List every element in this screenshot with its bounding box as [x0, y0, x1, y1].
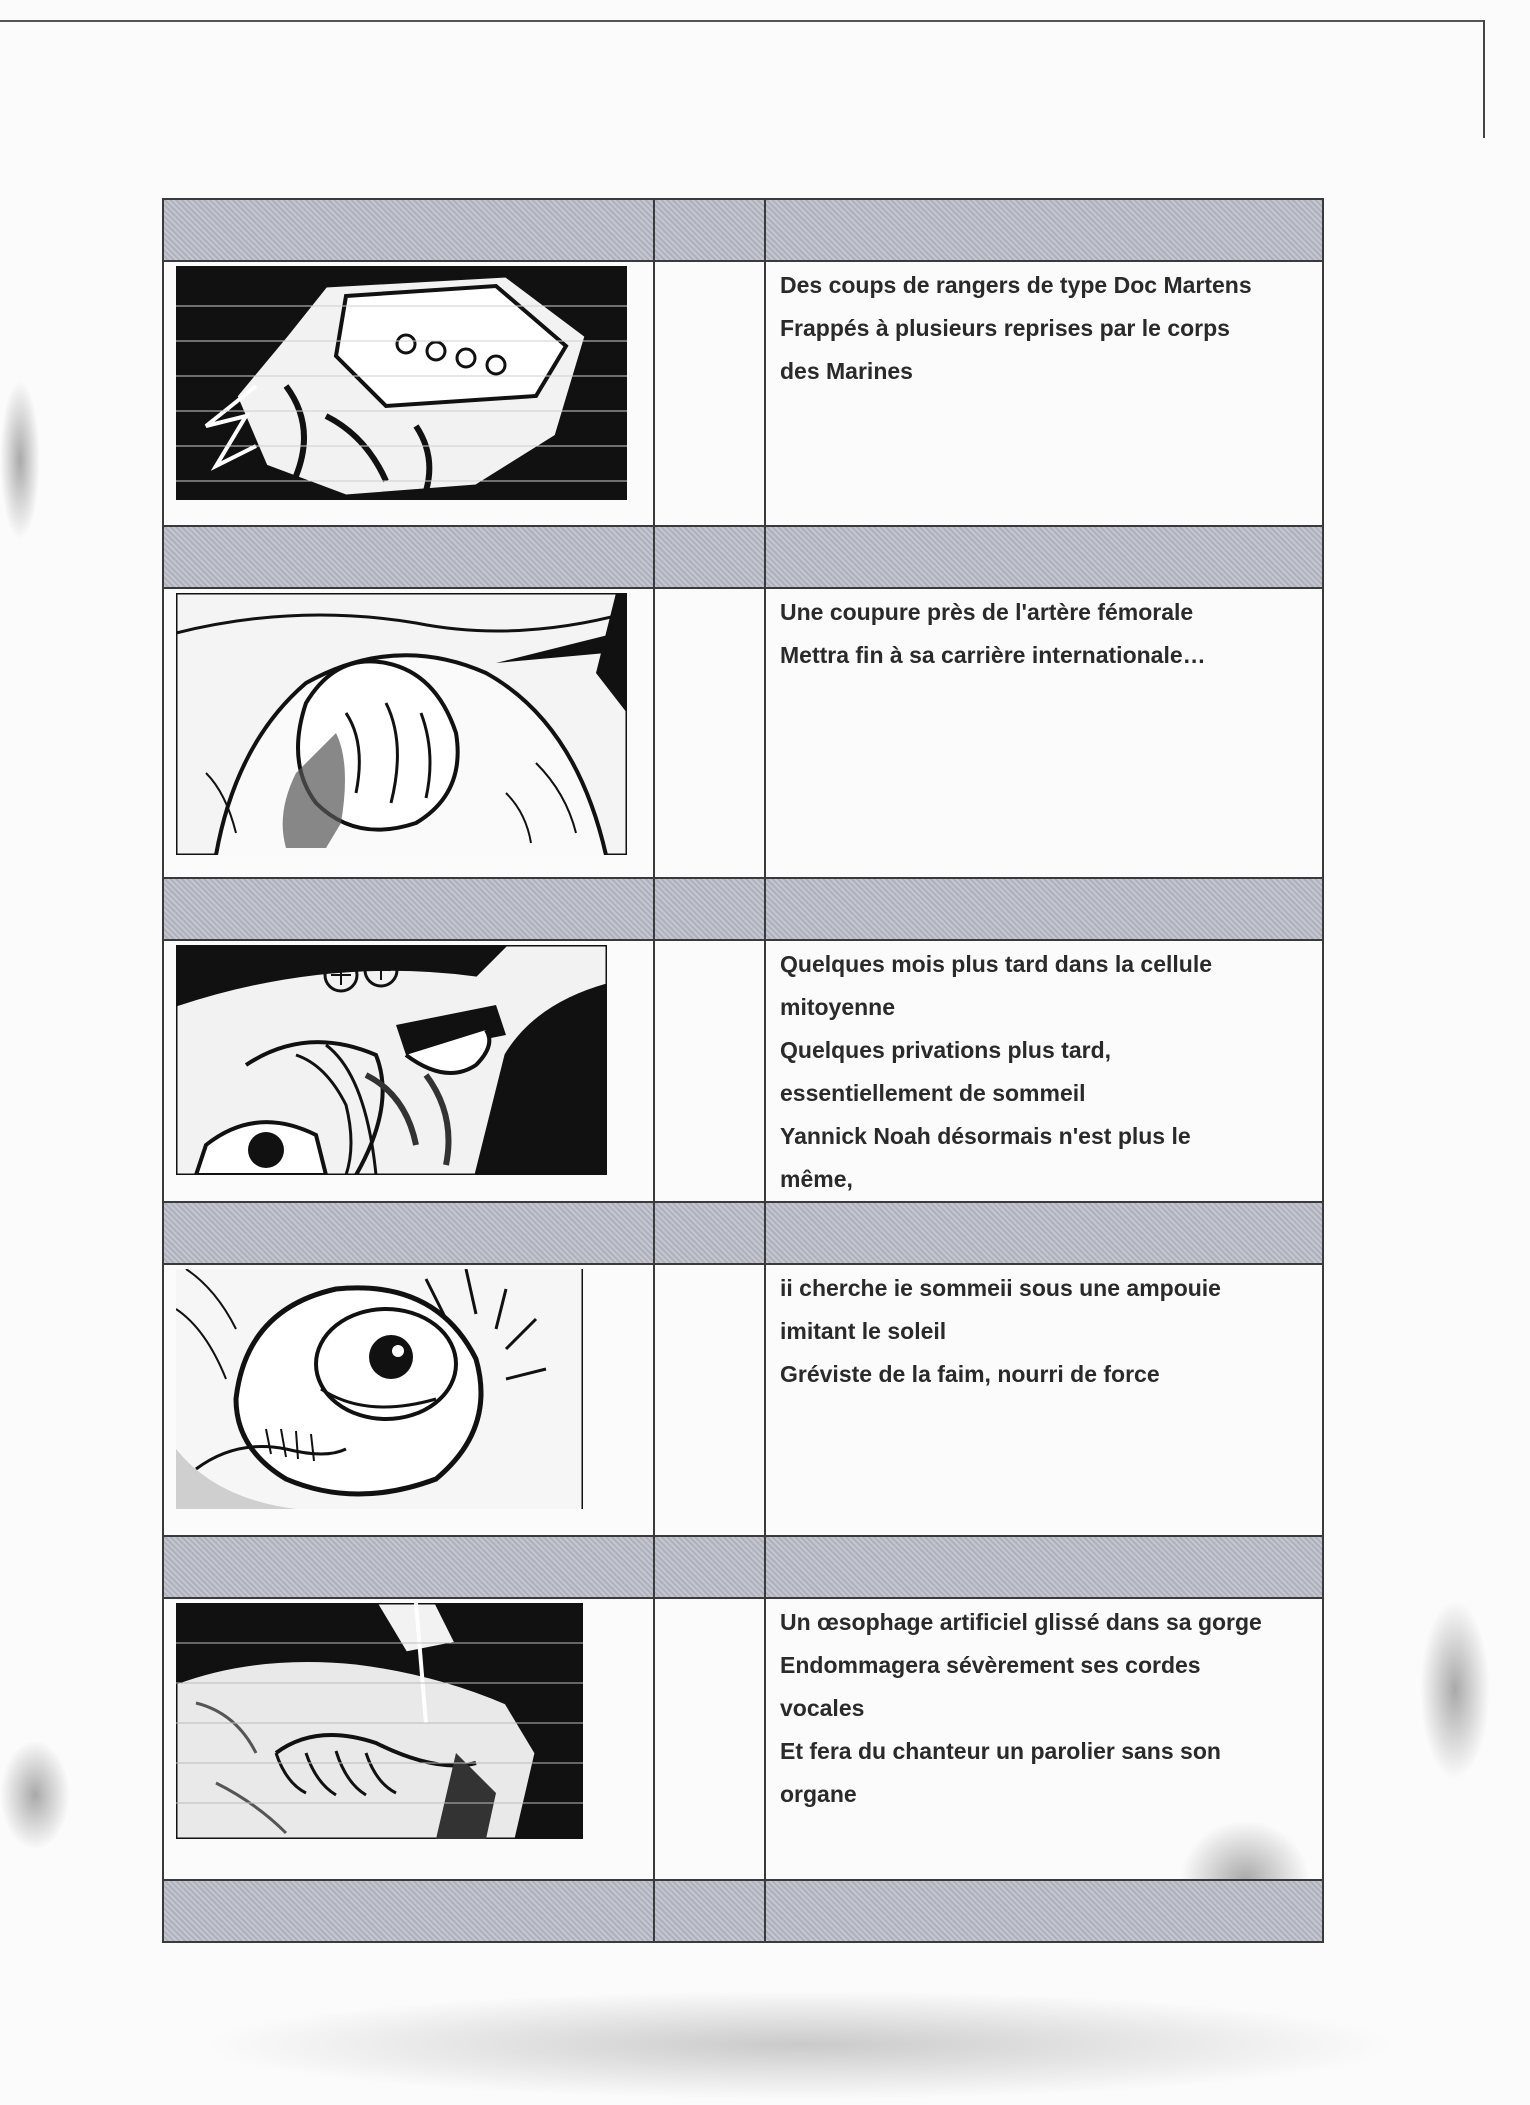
band-cell [654, 526, 765, 588]
storyboard-row [163, 940, 1323, 1202]
band-cell [163, 199, 654, 261]
scan-smudge [1420, 1600, 1490, 1780]
band-cell [163, 1202, 654, 1264]
band-cell [163, 1880, 654, 1942]
empty-column-cell [654, 940, 765, 1202]
page-edge [0, 20, 1484, 22]
band-cell [765, 526, 1323, 588]
caption-line: ii cherche ie sommeii sous une ampouie [780, 1275, 1221, 1301]
band-cell [163, 526, 654, 588]
image-cell [163, 940, 654, 1202]
band-cell [654, 1536, 765, 1598]
band-cell [654, 878, 765, 940]
caption-line: même, [780, 1166, 853, 1192]
image-cell [163, 261, 654, 526]
storyboard-row [163, 588, 1323, 878]
caption-line: Une coupure près de l'artère fémorale [780, 599, 1194, 625]
band-cell [163, 878, 654, 940]
caption-cell [765, 261, 1323, 526]
storyboard-table [162, 198, 1324, 1943]
storyboard-band [163, 1202, 1323, 1264]
caption-line: vocales [780, 1695, 865, 1721]
band-cell [654, 1202, 765, 1264]
caption-cell [765, 1598, 1323, 1880]
storyboard-row [163, 1264, 1323, 1536]
band-cell [765, 878, 1323, 940]
caption-cell [765, 588, 1323, 878]
empty-column-cell [654, 261, 765, 526]
scan-smudge [200, 1990, 1400, 2100]
boots-stomping-drawing [176, 266, 627, 500]
caption-line: Un œsophage artificiel glissé dans sa gorge [780, 1609, 1262, 1635]
band-cell [765, 1202, 1323, 1264]
caption-line: Mettra fin à sa carrière internationale… [780, 642, 1206, 668]
band-cell [654, 199, 765, 261]
storyboard-band [163, 526, 1323, 588]
caption-line: imitant le soleil [780, 1318, 947, 1344]
storyboard-footer-band [163, 1880, 1323, 1942]
image-cell [163, 1598, 654, 1880]
band-cell [765, 1536, 1323, 1598]
caption-line: des Marines [780, 358, 913, 384]
band-cell [163, 1536, 654, 1598]
caption-line: Frappés à plusieurs reprises par le corps [780, 315, 1230, 341]
empty-column-cell [654, 588, 765, 878]
caption-line: Quelques mois plus tard dans la cellule [780, 951, 1213, 977]
knife-cut-thigh-drawing [176, 593, 627, 855]
scan-smudge [0, 380, 40, 540]
caption-line: organe [780, 1781, 857, 1807]
image-cell [163, 588, 654, 878]
scan-smudge [0, 1740, 70, 1850]
caption-line: Des coups de rangers de type Doc Martens [780, 272, 1252, 298]
caption-cell [765, 940, 1323, 1202]
storyboard-row [163, 261, 1323, 526]
storyboard-band [163, 878, 1323, 940]
caption-line: essentiellement de sommeil [780, 1080, 1086, 1106]
caption-line: Gréviste de la faim, nourri de force [780, 1361, 1160, 1387]
storyboard-band [163, 1536, 1323, 1598]
storyboard-header-band [163, 199, 1323, 261]
page-edge [1483, 20, 1485, 138]
caption-line: mitoyenne [780, 994, 896, 1020]
force-feeding-drawing [176, 1603, 583, 1839]
band-cell [654, 1880, 765, 1942]
storyboard-row [163, 1598, 1323, 1880]
caption-line: Endommagera sévèrement ses cordes [780, 1652, 1201, 1678]
caption-line: Et fera du chanteur un parolier sans son [780, 1738, 1221, 1764]
caption-cell [765, 1264, 1323, 1536]
band-cell [765, 1880, 1323, 1942]
caption-line: Yannick Noah désormais n'est plus le [780, 1123, 1191, 1149]
empty-column-cell [654, 1264, 765, 1536]
empty-column-cell [654, 1598, 765, 1880]
band-cell [765, 199, 1323, 261]
image-cell [163, 1264, 654, 1536]
cell-hands-drawing [176, 945, 607, 1175]
eye-under-lamp-drawing [176, 1269, 583, 1509]
caption-line: Quelques privations plus tard, [780, 1037, 1112, 1063]
